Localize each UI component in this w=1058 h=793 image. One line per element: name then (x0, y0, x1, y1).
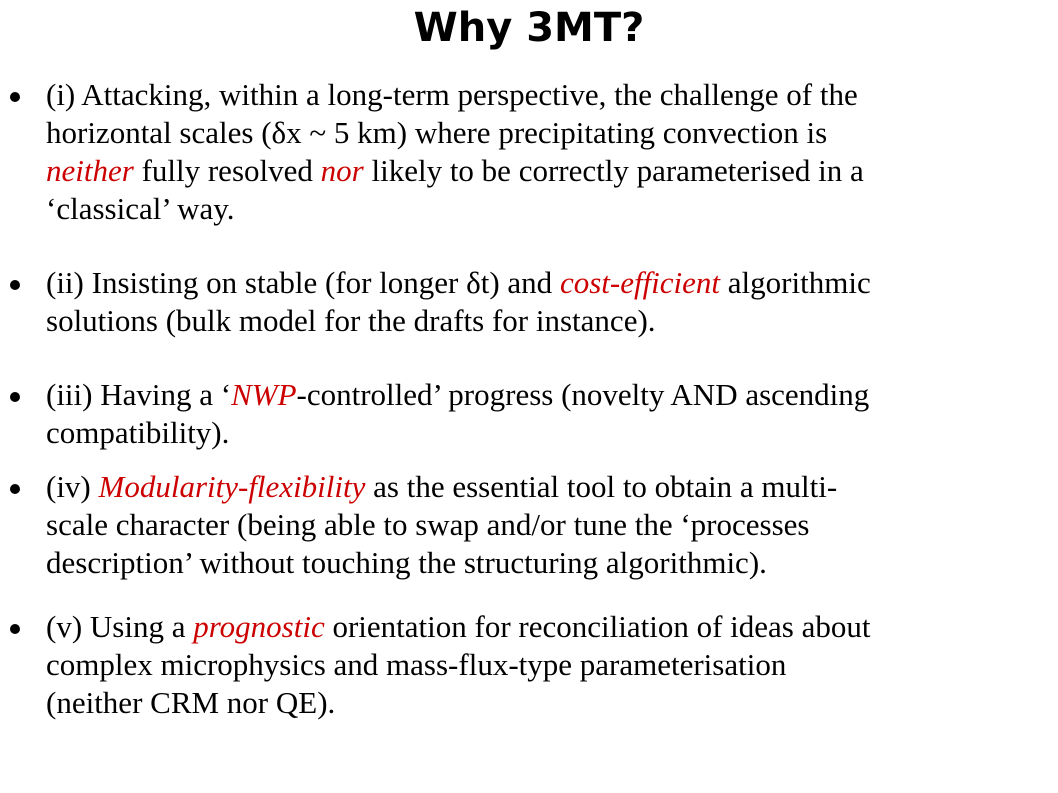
bullet-line (46, 684, 1036, 722)
bullet-text (46, 76, 1036, 228)
bullet-line (46, 302, 1036, 340)
emphasis-text: prognostic (193, 609, 325, 644)
line-segment: (iii) Having a ‘ (46, 377, 232, 412)
emphasis-text: Modularity-flexibility (98, 469, 366, 504)
line-segment: solutions (bulk model for the drafts for instance). (46, 303, 656, 338)
line-segment: (i) Attacking, within a long-term perspective, the challenge of the (46, 77, 858, 112)
emphasis-text: NWP (231, 377, 297, 412)
emphasis-text: neither (46, 153, 134, 188)
bullet-line (46, 114, 1036, 152)
line-segment: (ii) Insisting on stable (for longer δt) and (46, 265, 560, 300)
bullet-line (46, 414, 1036, 452)
bullet-line (46, 646, 1036, 684)
bullet-line (46, 468, 1036, 506)
line-segment: scale character (being able to swap and/or tune the ‘processes (46, 507, 810, 542)
bullet-text (46, 264, 1036, 340)
bullet-line (46, 152, 1036, 190)
line-segment: algorithmic (720, 265, 871, 300)
bullet-line (46, 190, 1036, 228)
line-segment: (neither CRM nor QE). (46, 685, 336, 720)
bullet-dot-icon (10, 484, 20, 494)
bullet-text (46, 376, 1036, 452)
line-segment: compatibility). (46, 415, 230, 450)
line-segment: complex microphysics and mass-flux-type parameterisation (46, 647, 787, 682)
bullet-dot-icon (10, 280, 20, 290)
bullet-line (46, 506, 1036, 544)
line-segment: horizontal scales (δx ~ 5 km) where precipitating convection is (46, 115, 828, 150)
bullet-line (46, 264, 1036, 302)
bullet-text (46, 468, 1036, 582)
slide-title: Why 3MT? (413, 5, 645, 51)
bullet-line (46, 544, 1036, 582)
bullet-line (46, 76, 1036, 114)
bullet-dot-icon (10, 392, 20, 402)
emphasis-text: nor (320, 153, 364, 188)
line-segment: fully resolved (133, 153, 321, 188)
bullet-line (46, 376, 1036, 414)
bullet-dot-icon (10, 624, 20, 634)
line-segment: (v) Using a (46, 609, 194, 644)
line-segment: orientation for reconciliation of ideas about (324, 609, 871, 644)
line-segment: as the essential tool to obtain a multi- (365, 469, 838, 504)
line-segment: likely to be correctly parameterised in a (363, 153, 864, 188)
bullet-line (46, 608, 1036, 646)
line-segment: (iv) (46, 469, 99, 504)
bullet-dot-icon (10, 92, 20, 102)
line-segment: description’ without touching the structuring algorithmic). (46, 545, 767, 580)
line-segment: ‘classical’ way. (46, 191, 235, 226)
emphasis-text: cost-efficient (559, 265, 721, 300)
line-segment: -controlled’ progress (novelty AND ascending (296, 377, 870, 412)
bullet-text (46, 608, 1036, 722)
